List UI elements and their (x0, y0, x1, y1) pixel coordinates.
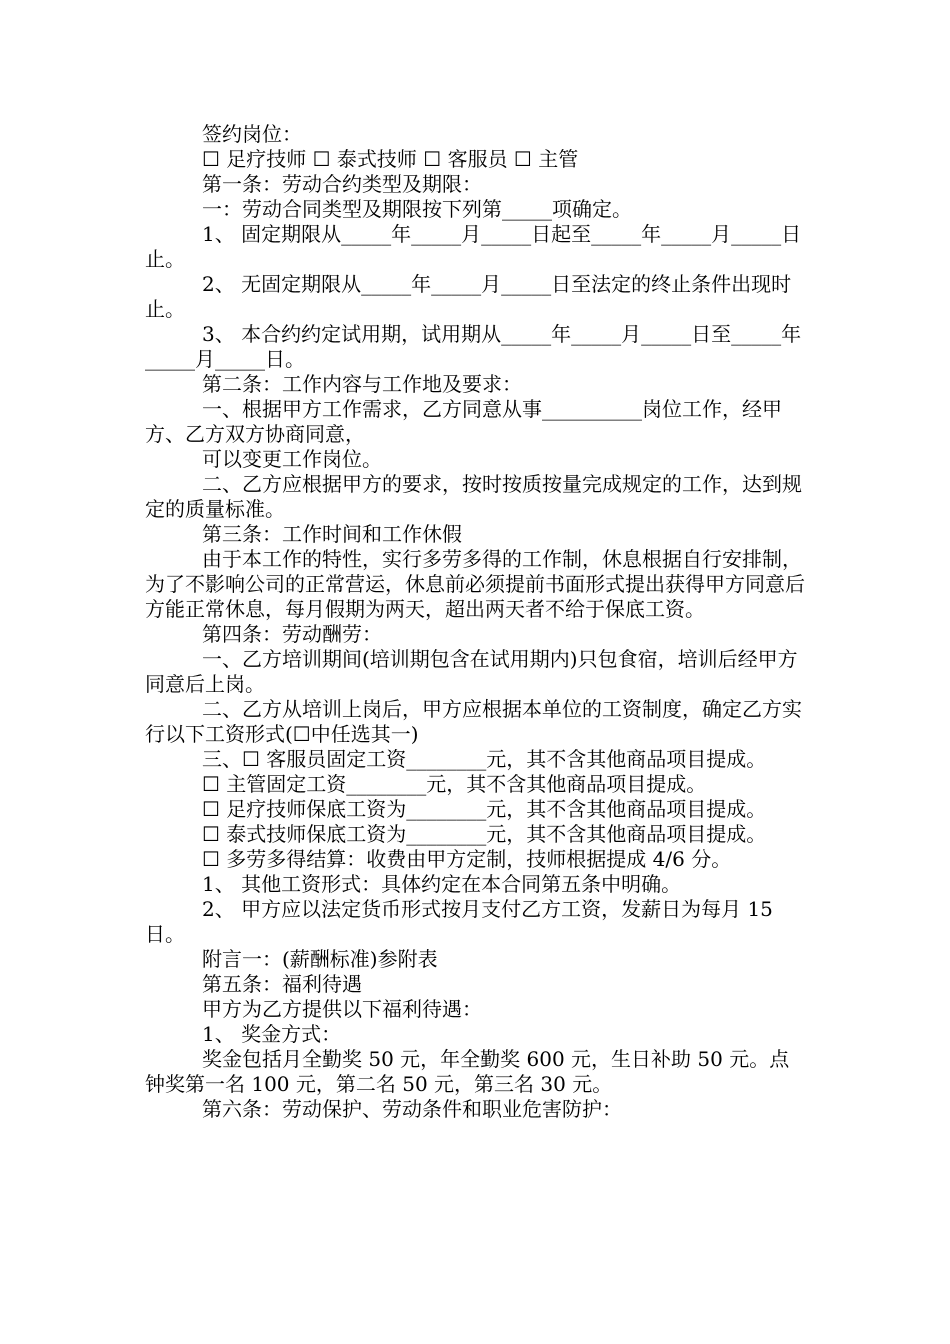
paragraph-job-standard: 二、乙方应根据甲方的要求，按时按质按量完成规定的工作，达到规定的质量标准。 (145, 472, 802, 521)
paragraph-wage-manager: ☐ 主管固定工资________元，其不含其他商品项目提成。 (202, 772, 707, 796)
paragraph-open-term: 2、 无固定期限从_____年_____月_____日至法定的终止条件出现时止。 (145, 272, 792, 321)
paragraph-position: 签约岗位： (202, 122, 302, 146)
heading-article-5: 第五条：福利待遇 (202, 972, 362, 996)
paragraph-probation: 3、 本合约约定试用期，试用期从_____年_____月_____日至_____年_____月_____日。 (145, 322, 802, 371)
paragraph-training: 一、乙方培训期间(培训期包含在试用期内)只包食宿，培训后经甲方同意后上岗。 (145, 647, 798, 696)
paragraph-fixed-term: 1、 固定期限从_____年_____月_____日起至_____年_____月_____日止。 (145, 222, 802, 271)
paragraph-other-wage: 1、 其他工资形式：具体约定在本合同第五条中明确。 (202, 872, 682, 896)
paragraph-bonus-method: 1、 奖金方式： (202, 1022, 342, 1046)
heading-article-4: 第四条：劳动酬劳： (202, 622, 382, 646)
paragraph-wage-foot: ☐ 足疗技师保底工资为________元，其不含其他商品项目提成。 (202, 797, 767, 821)
heading-article-3: 第三条：工作时间和工作休假 (202, 522, 462, 546)
paragraph-pay-day: 2、 甲方应以法定货币形式按月支付乙方工资，发薪日为每月 15 日。 (145, 897, 773, 946)
paragraph-benefits: 甲方为乙方提供以下福利待遇： (202, 997, 482, 1021)
paragraph-bonus-detail: 奖金包括月全勤奖 50 元，年全勤奖 600 元，生日补助 50 元。点钟奖第一名 100 元，第二名 50 元，第三名 30 元。 (145, 1047, 790, 1096)
paragraph-position-options: ☐ 足疗技师 ☐ 泰式技师 ☐ 客服员 ☐ 主管 (202, 147, 579, 171)
heading-article-2: 第二条：工作内容与工作地及要求： (202, 372, 522, 396)
contract-document (145, 122, 807, 1122)
paragraph-wage-commission: ☐ 多劳多得结算：收费由甲方定制，技师根据提成 4/6 分。 (202, 847, 732, 871)
paragraph-wage-thai: ☐ 泰式技师保底工资为________元，其不含其他商品项目提成。 (202, 822, 767, 846)
paragraph-wage-service: 三、☐ 客服员固定工资________元，其不含其他商品项目提成。 (202, 747, 767, 771)
paragraph-work-time: 由于本工作的特性，实行多劳多得的工作制，休息根据自行安排制，为了不影响公司的正常营运，休息前必须提前书面形式提出获得甲方同意后方能正常休息，每月假期为两天，超出两天者不给于保底工资。 (145, 547, 805, 621)
paragraph-contract-type: 一：劳动合同类型及期限按下列第_____项确定。 (202, 197, 632, 221)
paragraph-wage-form: 二、乙方从培训上岗后，甲方应根据本单位的工资制度，确定乙方实行以下工资形式(☐中任选其一) (145, 697, 802, 746)
heading-article-6: 第六条：劳动保护、劳动条件和职业危害防护： (202, 1097, 622, 1121)
heading-article-1: 第一条：劳动合约类型及期限： (202, 172, 482, 196)
paragraph-job-change: 可以变更工作岗位。 (202, 447, 382, 471)
paragraph-job-content: 一、根据甲方工作需求，乙方同意从事__________岗位工作，经甲方、乙方双方协商同意， (145, 397, 782, 446)
paragraph-appendix: 附言一：(薪酬标准)参附表 (202, 947, 438, 971)
